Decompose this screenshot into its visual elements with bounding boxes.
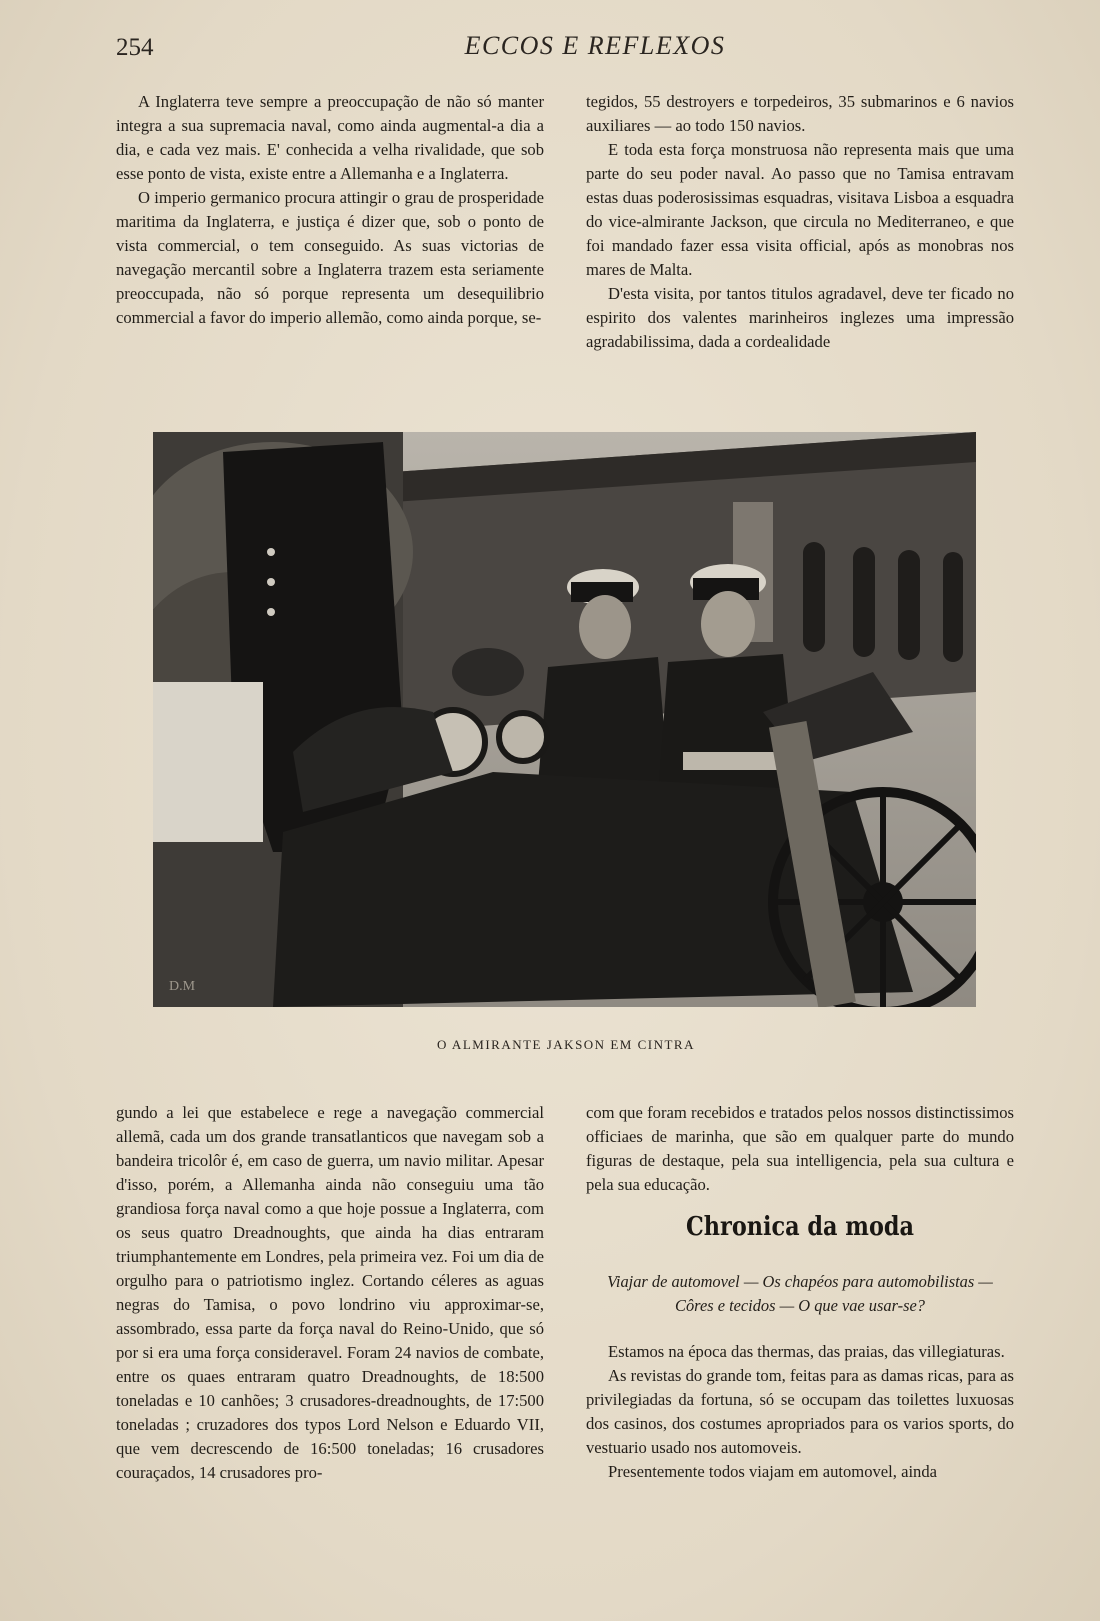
paragraph: tegidos, 55 destroyers e torpedeiros, 35 submarinos e 6 navios auxiliares — ao todo 150 navios. (586, 92, 1014, 135)
photo-illustration (153, 432, 976, 1007)
paragraph: Estamos na época das thermas, das praias, das villegiaturas. (608, 1342, 1005, 1361)
photo-caption: O ALMIRANTE JAKSON EM CINTRA (437, 1037, 695, 1052)
paragraph: D'esta visita, por tantos titulos agradavel, deve ter ficado no espirito dos valentes marinheiros inglezes uma impressão agradabilissima, dada a cordealidade (586, 284, 1014, 351)
paragraph: A Inglaterra teve sempre a preoccupação de não só manter integra a sua supremacia naval, como ainda augmental-a dia a dia, e cada vez mais. E' conhecida a velha rivalidade, que sob esse ponto de vista, existe entre a Allemanha e a Inglaterra. (116, 92, 544, 183)
page-number: 254 (116, 34, 154, 61)
paragraph: E toda esta força monstruosa não representa mais que uma parte do seu poder naval. Ao passo que no Tamisa entravam estas duas poderosissimas esquadras, visitava Lisboa a esquadra do vice-almirante Jackson, que circula no Mediterraneo, e que foi mandado fazer essa visita official, após as monobras nos mares de Malta. (586, 140, 1014, 279)
section-title: Chronica da moda (685, 1212, 914, 1242)
article-column-bottom-left (116, 1101, 544, 1485)
paragraph: O imperio germanico procura attingir o grau de prosperidade maritima da Inglaterra, e justiça é dizer que, sob o ponto de vista commercial, o tem conseguido. As suas victorias de navegação mercantil sobre a Inglaterra trazem esta seriamente preoccupada, não só porque representa um desequilibrio commercial a favor do imperio allemão, como ainda porque, se- (116, 188, 544, 327)
section-subtitle: Viajar de automovel — Os chapéos para automobilistas — Côres e tecidos — O que vae usar-se? (607, 1272, 993, 1315)
paragraph: As revistas do grande tom, feitas para as damas ricas, para as privilegiadas da fortuna, só se occupam das toilettes luxuosas dos casinos, dos costumes apropriados para os varios sports, do vestuario usado nos automoveis. (586, 1366, 1014, 1457)
paragraph: gundo a lei que estabelece e rege a navegação commercial allemã, cada um dos grande transatlanticos que navegam sob a bandeira tricolôr é, em caso de guerra, um navio militar. Apesar d'isso, porém, a Allemanha ainda não conseguiu uma tão grandiosa força naval como a que hoje possue a Inglaterra, com os seus quatro Dreadnoughts, que ainda ha dias entraram triumphantemente em Londres, pela primeira vez. Foi um dia de orgulho para o patriotismo inglez. Cortando céleres as aguas negras do Tamisa, o povo londrino viu approximar-se, assombrado, essa parte da força naval do Reino-Unido, que só por si era uma força consideravel. Foram 24 navios de combate, entre os quaes entraram quatro Dreadnoughts, de 18:500 toneladas e 10 canhões; 3 crusadores-dreadnoughts, de 17:500 toneladas ; cruzadores dos typos Lord Nelson e Eduardo VII, que vem decrescendo de 16:500 toneladas; 16 crusadores couraçados, 14 crusadores pro- (116, 1103, 544, 1482)
fashion-column (586, 1340, 1014, 1484)
paragraph: com que foram recebidos e tratados pelos nossos distinctissimos officiaes de marinha, que são em qualquer parte do mundo figuras de destaque, pela sua intelligencia, pela sua cultura e pela sua educação. (586, 1103, 1014, 1194)
article-column-top-left (116, 90, 544, 330)
photo-monogram: D.M (169, 979, 196, 994)
article-column-bottom-right (586, 1101, 1014, 1197)
admiral-carriage-photo (153, 432, 976, 1007)
running-title: ECCOS E REFLEXOS (464, 31, 726, 60)
paragraph: Presentemente todos viajam em automovel, ainda (608, 1462, 938, 1481)
article-column-top-right (586, 90, 1014, 354)
